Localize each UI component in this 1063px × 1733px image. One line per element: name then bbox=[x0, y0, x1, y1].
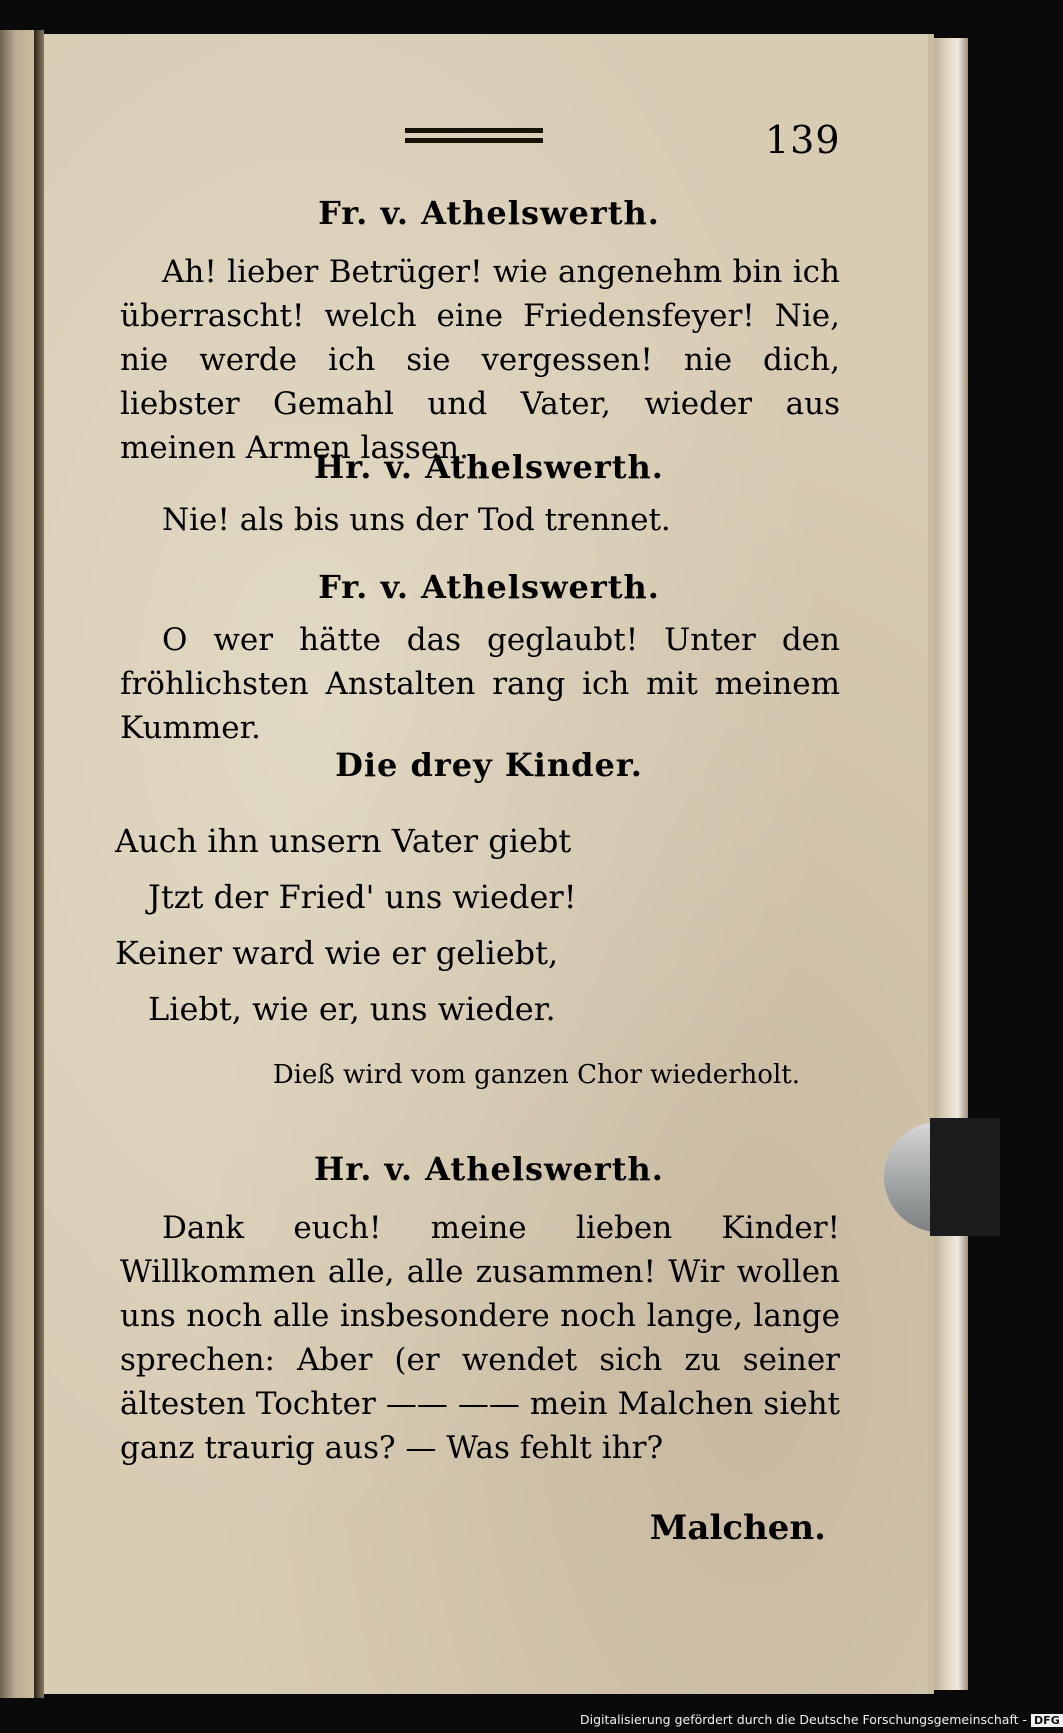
credit-text: Digitalisierung gefördert durch die Deutsche Forschungsgemeinschaft - bbox=[580, 1712, 1028, 1727]
dfg-logo: DFG bbox=[1031, 1714, 1063, 1727]
header-rule-top bbox=[405, 128, 543, 133]
catchword: Malchen. bbox=[649, 1508, 826, 1548]
verse-line-3: Keiner ward wie er geliebt, bbox=[115, 934, 559, 972]
dialogue-paragraph-2: Nie! als bis uns der Tod trennet. bbox=[162, 502, 671, 538]
adjacent-page-edge bbox=[0, 30, 34, 1698]
dialogue-paragraph-3: O wer hätte das geglaubt! Unter den fröhlichsten Anstalten rang ich mit meinem Kummer. bbox=[120, 622, 840, 746]
speaker-heading-3: Fr. v. Athelswerth. bbox=[318, 568, 660, 606]
clip-shadow bbox=[930, 1118, 1000, 1236]
verse-line-4: Liebt, wie er, uns wieder. bbox=[148, 990, 556, 1028]
page-number: 139 bbox=[765, 118, 841, 162]
digitization-credit bbox=[580, 1712, 1060, 1730]
header-rule-bottom bbox=[405, 138, 543, 143]
stage-direction: Dieß wird vom ganzen Chor wiederholt. bbox=[272, 1060, 800, 1090]
speaker-heading-2: Hr. v. Athelswerth. bbox=[314, 448, 664, 486]
speaker-heading-1: Fr. v. Athelswerth. bbox=[318, 194, 660, 232]
speaker-heading-5: Hr. v. Athelswerth. bbox=[314, 1150, 664, 1188]
dialogue-paragraph-1: Ah! lieber Betrüger! wie angenehm bin ich überrascht! welch eine Friedensfeyer! Nie, nie werde ich sie vergessen! nie dich, liebster Gemahl und Vater, wieder aus meinen Armen lassen. bbox=[120, 254, 840, 466]
book-gutter bbox=[34, 30, 44, 1698]
verse-line-2: Jtzt der Fried' uns wieder! bbox=[148, 878, 577, 916]
page-stack-edge bbox=[934, 38, 968, 1690]
speaker-heading-4: Die drey Kinder. bbox=[335, 746, 643, 784]
dialogue-paragraph-5: Dank euch! meine lieben Kinder! Willkommen alle, alle zusammen! Wir wollen uns noch alle insbesondere noch lange, lange sprechen: Aber (er wendet sich zu seiner ältesten Tochter —— —— mein Malchen sieht ganz traurig aus? — Was fehlt ihr? bbox=[120, 1210, 840, 1466]
verse-line-1: Auch ihn unsern Vater giebt bbox=[115, 822, 572, 860]
